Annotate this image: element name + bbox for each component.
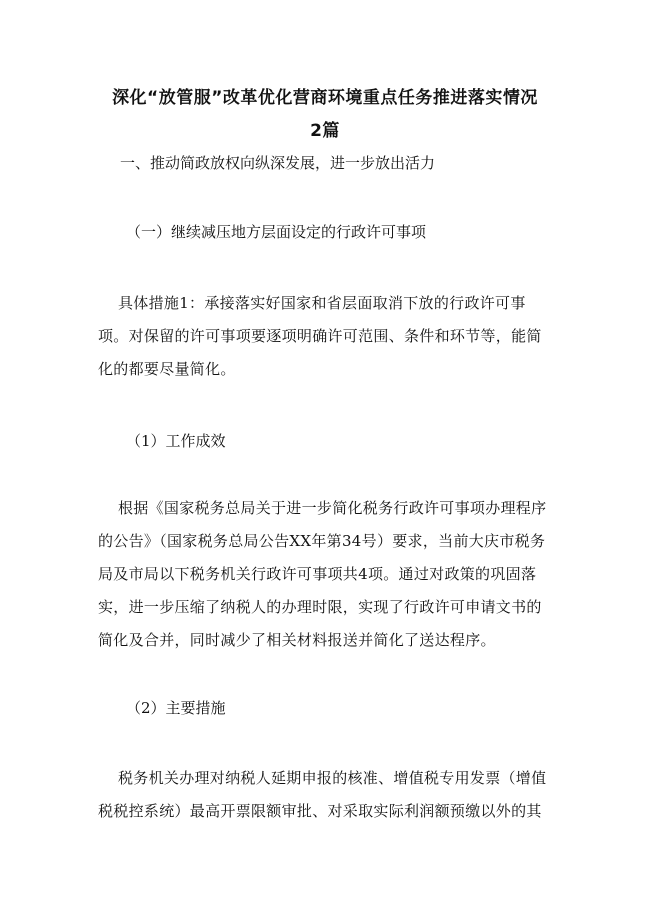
subsection-heading: （一）继续减压地方层面设定的行政许可事项 bbox=[126, 223, 427, 241]
document-title-count: 2篇 bbox=[310, 121, 340, 141]
measure-paragraph: 具体措施1：承接落实好国家和省层面取消下放的行政许可事项。对保留的许可事项要逐项明确许可范围、条件和环节等，能简化的都要尽量简化。 bbox=[98, 294, 542, 378]
results-paragraph: 根据《国家税务总局关于进一步简化税务行政许可事项办理程序的公告》（国家税务总局公告XX年第34号）要求，当前大庆市税务局及市局以下税务机关行政许可事项共4项。通过对政策的巩固落实，进一步压缩了纳税人的办理时限，实现了行政许可申请文书的简化及合并，同时减少了相关材料报送并简化了送达程序。 bbox=[98, 499, 547, 649]
item-heading-measures: （2）主要措施 bbox=[126, 699, 226, 717]
document-title: 深化“放管服”改革优化营商环境重点任务推进落实情况 bbox=[112, 88, 538, 108]
item-heading-results: （1）工作成效 bbox=[126, 432, 226, 450]
measures-paragraph: 税务机关办理对纳税人延期申报的核准、增值税专用发票（增值税税控系统）最高开票限额审批、对采取实际利润额预缴以外的其 bbox=[98, 769, 547, 820]
section-heading: 一、推动简政放权向纵深发展，进一步放出活力 bbox=[120, 154, 436, 172]
